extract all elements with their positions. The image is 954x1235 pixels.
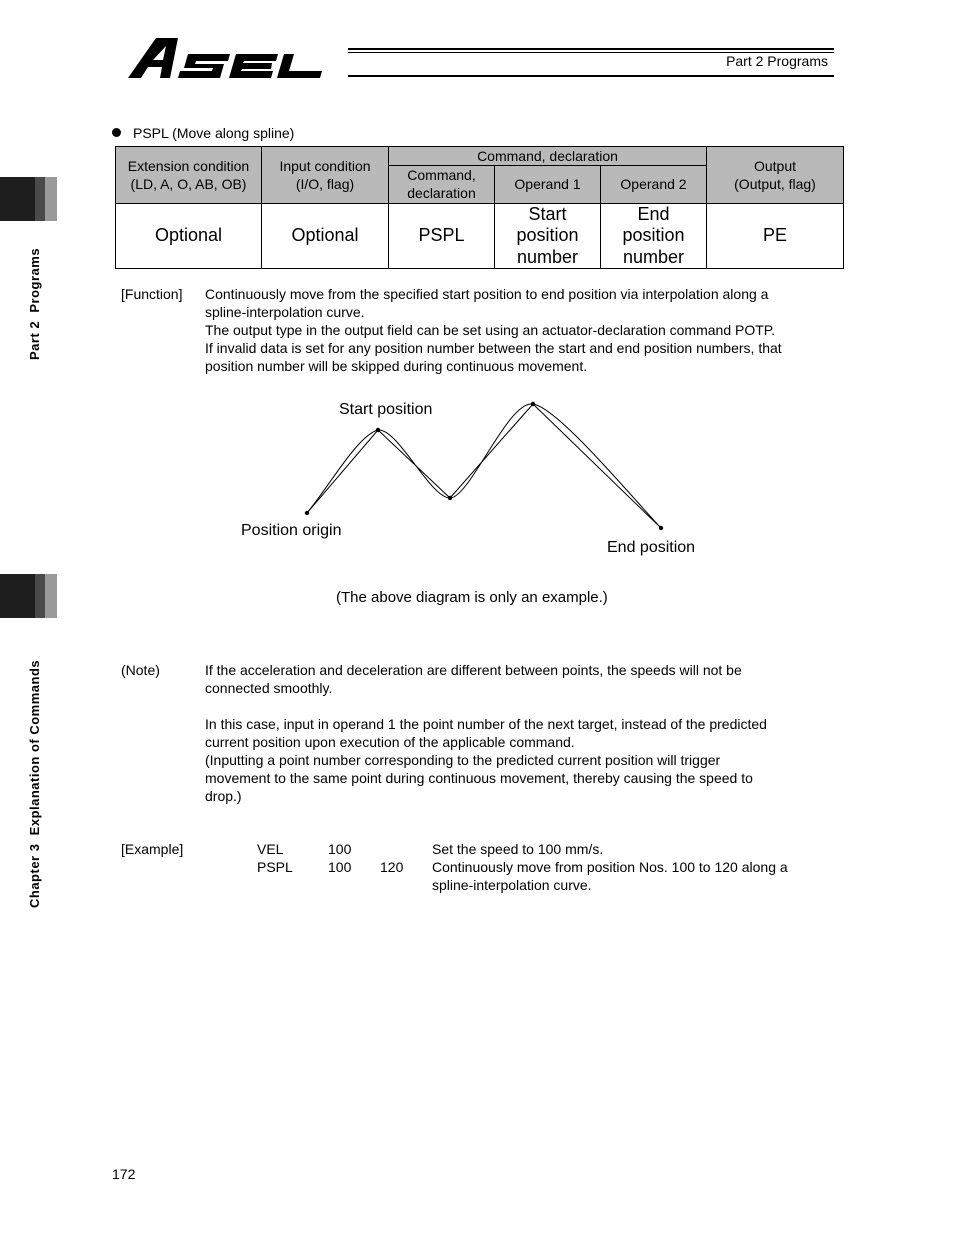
cell-input: Optional: [262, 203, 389, 269]
note-paragraph-1: If the acceleration and deceleration are different between points, the speeds will not be connected smoothly.: [205, 662, 742, 696]
cell-command: PSPL: [389, 203, 495, 269]
cell-extension: Optional: [116, 203, 262, 269]
linear-path: [307, 404, 661, 528]
side-label-chapter: Chapter 3 Explanation of Commands: [27, 659, 42, 908]
command-table: [115, 146, 844, 269]
header-rule-bottom: [348, 75, 834, 77]
example-row-1-desc: Set the speed to 100 mm/s.: [432, 841, 604, 857]
header-output: Output (Output, flag): [707, 147, 844, 204]
header-command-group: Command, declaration: [389, 147, 707, 166]
header-section-title: Part 2 Programs: [726, 53, 828, 69]
header-input-condition: Input condition (I/O, flag): [262, 147, 389, 204]
cell-operand-2: End position number: [601, 203, 707, 269]
example-row-1-op1: 100: [328, 841, 352, 857]
example-label: [Example]: [121, 841, 184, 857]
bullet-icon: [112, 128, 121, 137]
command-title: PSPL (Move along spline): [133, 125, 295, 141]
side-tab-chapter: [0, 574, 57, 618]
example-row-2-op2: 120: [380, 859, 404, 875]
header-extension-condition: Extension condition (LD, A, O, AB, OB): [116, 147, 262, 204]
cell-operand-1: Start position number: [495, 203, 601, 269]
point-end: [659, 526, 663, 530]
function-label: [Function]: [121, 286, 183, 302]
example-row-1-cmd: VEL: [257, 841, 284, 857]
label-start-position: Start position: [339, 401, 433, 418]
point-mid-2: [531, 402, 535, 406]
point-mid-1: [448, 496, 452, 500]
header-operand-2: Operand 2: [601, 166, 707, 203]
spline-curve: [307, 404, 661, 528]
header-command: Command, declaration: [389, 166, 495, 203]
example-row-2-op1: 100: [328, 859, 352, 875]
note-label: (Note): [121, 662, 160, 678]
side-label-part: Part 2 Programs: [27, 247, 42, 360]
header-rule-top: [348, 48, 834, 50]
header-operand-1: Operand 1: [495, 166, 601, 203]
function-text: Continuously move from the specified start position to end position via interpolation along a spline-interpolation curve. The output type in the output field can be set using an actuator-declaration command POTP. If invalid data is set for any position number between the start and end position numbers, that position number will be skipped during continuous movement.: [205, 286, 782, 374]
page-number: 172: [112, 1166, 136, 1182]
cell-output: PE: [707, 203, 844, 269]
note-paragraph-2: In this case, input in operand 1 the point number of the next target, instead of the predicted current position upon execution of the applicable command. (Inputting a point number corresponding to the predicted current position will trigger movement to the same point during continuous movement, thereby causing the speed to drop.): [205, 716, 767, 804]
label-end-position: End position: [607, 539, 696, 556]
label-position-origin: Position origin: [241, 522, 342, 539]
example-row-2-desc: Continuously move from position Nos. 100 to 120 along a spline-interpolation curve.: [432, 859, 788, 893]
side-tab-part: [0, 177, 57, 221]
point-start: [376, 428, 380, 432]
point-origin: [305, 511, 309, 515]
diagram-caption: (The above diagram is only an example.): [336, 589, 608, 606]
example-row-2-cmd: PSPL: [257, 859, 293, 875]
